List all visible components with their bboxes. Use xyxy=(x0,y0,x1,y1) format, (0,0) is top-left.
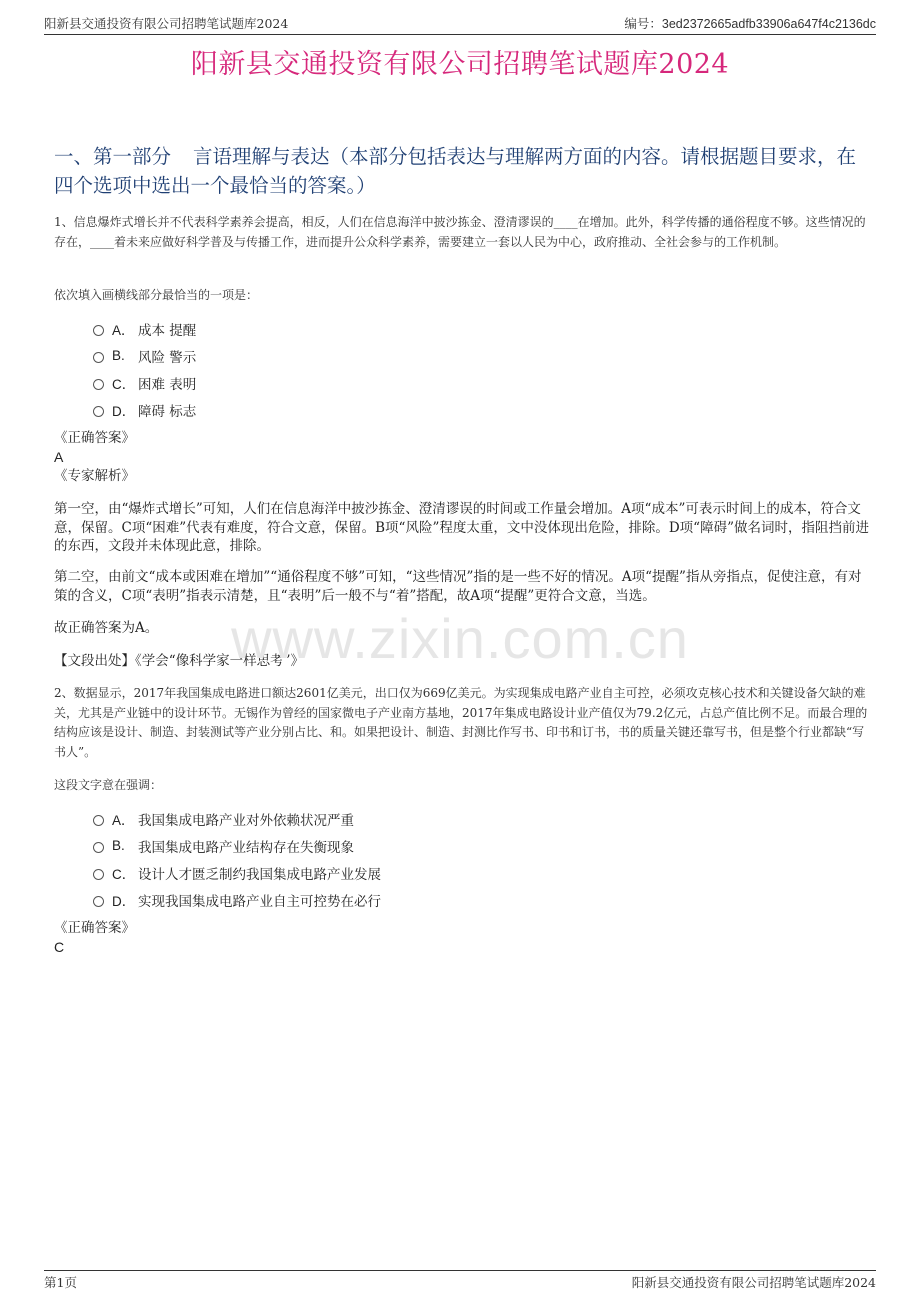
question-2-option-d[interactable]: D． 实现我国集成电路产业自主可控势在必行 xyxy=(54,886,872,913)
page-title: 阳新县交通投资有限公司招聘笔试题库2024 xyxy=(190,49,730,80)
question-1-stem: 1、信息爆炸式增长并不代表科学素养会提高，相反，人们在信息海洋中披沙拣金、澄清谬误的____在增加。此外，科学传播的通俗程度不够。这些情况的存在，____着未来应做好科学普及与传播工作，进而提升公众科学素养，需要建立一套以人民为中心，政府推动、全社会参与的工作机制。 xyxy=(54,215,866,249)
watermark: www.zixin.com.cn xyxy=(231,607,689,670)
question-1-option-c[interactable]: C． 困难 表明 xyxy=(54,369,872,396)
question-1 xyxy=(54,213,872,252)
page-number: 第1页 xyxy=(44,1275,77,1290)
analysis-paragraph-1: 第一空，由“爆炸式增长”可知，人们在信息海洋中披沙拣金、澄清谬误的时间或工作量会增加。A项“成本”可表示时间上的成本，符合文意，保留。C项“困难”代表有难度，符合文意，保留。B项“风险”程度太重，文中没体现出危险，排除。D项“障碍”做名词时，指阻挡前进的东西，文段并未体现此意，排除。 xyxy=(54,501,869,554)
header-doc-title: 阳新县交通投资有限公司招聘笔试题库2024 xyxy=(44,16,289,31)
radio-icon[interactable] xyxy=(93,325,104,336)
answer-heading: 《正确答案》 xyxy=(54,430,135,446)
source-citation: 【文段出处】《学会“像科学家一样思考”》 xyxy=(54,653,305,669)
analysis-paragraph-2: 第二空，由前文“成本或困难在增加”“通俗程度不够”可知，“这些情况”指的是一些不好的情况。A项“提醒”指从旁指点，促使注意，有对策的含义，C项“表明”指表示清楚，且“表明”后一般不与“着”搭配，故A项“提醒”更符合文意，当选。 xyxy=(54,569,862,604)
question-1-options xyxy=(54,315,872,423)
question-1-analysis-3-wrap xyxy=(54,619,872,638)
question-2-option-a[interactable]: A． 我国集成电路产业对外依赖状况严重 xyxy=(54,805,872,832)
question-1-source-wrap xyxy=(54,652,872,671)
question-1-prompt-wrap xyxy=(54,286,872,306)
section-part: 一、第一部分 xyxy=(54,145,172,168)
radio-icon[interactable] xyxy=(93,815,104,826)
page-header xyxy=(44,12,876,35)
question-1-option-b[interactable]: B. 风险 警示 xyxy=(54,342,872,369)
radio-icon[interactable] xyxy=(93,406,104,417)
analysis-heading: 《专家解析》 xyxy=(54,468,135,484)
question-1-answer-block xyxy=(54,429,872,486)
question-2-answer-block xyxy=(54,919,872,957)
radio-icon[interactable] xyxy=(93,352,104,363)
radio-icon[interactable] xyxy=(93,869,104,880)
question-2-stem: 2、数据显示，2017年我国集成电路进口额达2601亿美元，出口仅为669亿美元。为实现集成电路产业自主可控，必须攻克核心技术和关键设备欠缺的难关，尤其是产业链中的设计环节。无锡作为曾经的国家微电子产业南方基地，2017年集成电路设计业产值仅为79.2亿元，占总产值比例不足。而最合理的结构应该是设计、制造、封装测试等产业分别占比、和。如果把设计、制造、封测比作写书、印书和订书，书的质量关键还靠写书，但是整个行业都缺“写书人”。 xyxy=(54,686,868,759)
radio-icon[interactable] xyxy=(93,896,104,907)
radio-icon[interactable] xyxy=(93,379,104,390)
question-2-option-c[interactable]: C． 设计人才匮乏制约我国集成电路产业发展 xyxy=(54,859,872,886)
question-1-prompt: 依次填入画横线部分最恰当的一项是： xyxy=(54,288,259,302)
page-footer xyxy=(44,1270,876,1291)
question-2-prompt: 这段文字意在强调： xyxy=(54,778,163,792)
section-description: 言语理解与表达（本部分包括表达与理解两方面的内容。请根据题目要求，在四个选项中选出一个最恰当的答案。） xyxy=(54,145,857,197)
footer-doc-title: 阳新县交通投资有限公司招聘笔试题库2024 xyxy=(631,1275,876,1290)
question-1-option-a[interactable]: A． 成本 提醒 xyxy=(54,315,872,342)
section-heading xyxy=(54,142,866,200)
question-2-prompt-wrap xyxy=(54,776,872,796)
radio-icon[interactable] xyxy=(93,842,104,853)
answer-value: C xyxy=(54,939,65,955)
question-1-analysis xyxy=(54,500,872,556)
question-2 xyxy=(54,684,872,762)
answer-value: A xyxy=(54,449,64,465)
header-doc-code: 编号：3ed2372665adfb33906a647f4c2136dc xyxy=(624,17,876,31)
question-2-option-b[interactable]: B. 我国集成电路产业结构存在失衡现象 xyxy=(54,832,872,859)
question-1-option-d[interactable]: D． 障碍 标志 xyxy=(54,396,872,423)
answer-heading: 《正确答案》 xyxy=(54,920,135,936)
question-2-options xyxy=(54,805,872,913)
analysis-paragraph-3: 故正确答案为A。 xyxy=(54,620,159,636)
question-1-analysis-2-wrap xyxy=(54,568,872,605)
